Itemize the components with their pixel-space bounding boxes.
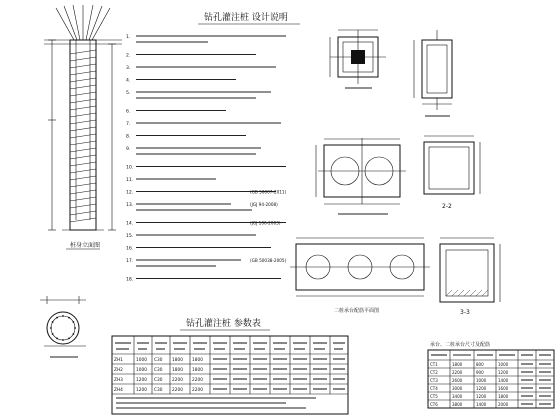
cap-table-cell: 1400 <box>476 402 487 407</box>
table-cell: ZH3 <box>114 378 123 383</box>
table-cell: C30 <box>154 388 163 393</box>
note-number: 6. <box>126 109 131 115</box>
table-cell: 2200 <box>172 378 183 383</box>
spec-ref: (GB 50007-2011) <box>250 189 287 195</box>
spec-ref: (JGJ 94-2008) <box>250 202 278 207</box>
note-number: 5. <box>126 91 131 96</box>
cap-table-cell: CT3 <box>430 378 438 383</box>
table-cell: 1200 <box>136 388 147 393</box>
note-number: 14. <box>126 221 134 227</box>
cap-table-cell: 3400 <box>452 394 463 399</box>
note-number: 11. <box>126 178 134 183</box>
plan-square <box>330 30 386 88</box>
cap-table-cell: CT1 <box>430 362 438 367</box>
section-3-3 <box>440 238 500 316</box>
table-cell: 2200 <box>172 388 183 393</box>
cap-table-title: 承台、二桩承台尺寸及配筋 <box>430 342 491 348</box>
note-number: 18. <box>126 277 134 283</box>
note-number: 2. <box>126 53 131 59</box>
cap-table-cell: 1200 <box>476 386 487 391</box>
note-number: 3. <box>126 66 131 71</box>
note-number: 13. <box>126 203 134 208</box>
cap-table-cell: 1800 <box>498 394 509 399</box>
cap-table-cell: CT2 <box>430 370 438 375</box>
param-table-footnotes <box>116 398 316 408</box>
cap-table-cell: 3000 <box>452 386 463 391</box>
two-pile-cap-plan <box>316 138 406 214</box>
table-cell: 1000 <box>136 358 147 363</box>
cap-table-cell: 1200 <box>476 394 487 399</box>
param-table-title: 钻孔灌注桩 参数表 <box>186 319 261 329</box>
cap-table-cell: 900 <box>476 370 484 375</box>
section-detail-top-right <box>414 30 452 116</box>
note-number: 8. <box>126 134 131 140</box>
table-cell: 1800 <box>172 358 183 363</box>
cap-plan-label: 二桩承台配筋平面图 <box>334 308 380 314</box>
cap-table-cell: 2600 <box>452 378 463 383</box>
cap-table-cell: 2000 <box>498 402 509 407</box>
note-number: 7. <box>126 122 131 127</box>
note-number: 4. <box>126 78 131 84</box>
table-cell: 1800 <box>172 368 183 373</box>
cap-table-area <box>428 341 554 408</box>
table-cell: ZH4 <box>114 388 123 393</box>
note-number: 12. <box>126 190 134 196</box>
pile-elevation-drawing <box>44 5 122 249</box>
note-number: 1. <box>126 35 131 40</box>
section-2-2 <box>424 136 480 210</box>
pile-shaft <box>70 40 96 230</box>
table-cell: C30 <box>154 358 163 363</box>
note-number: 17. <box>126 259 134 264</box>
table-cell: C30 <box>154 368 163 373</box>
cap-table-cell: 1000 <box>476 378 487 383</box>
cap-table-cell: 2200 <box>452 370 463 375</box>
table-cell: 1800 <box>192 358 203 363</box>
design-notes <box>126 11 300 283</box>
spec-ref: (JGJ 106-2003) <box>250 220 281 226</box>
multi-pile-cap-plan <box>290 238 430 314</box>
cap-table-cell: 800 <box>476 362 484 367</box>
table-cell: 1200 <box>136 378 147 383</box>
note-number: 9. <box>126 147 131 152</box>
cap-table-cell: CT6 <box>430 402 438 407</box>
cap-table-cell: 1000 <box>498 362 509 367</box>
param-table-area <box>112 317 348 414</box>
section-views <box>290 30 500 316</box>
spiral-stirrups <box>70 50 96 222</box>
cap-table-cell: 1400 <box>498 378 509 383</box>
table-cell: C30 <box>154 378 163 383</box>
cap-table-cell: CT4 <box>430 386 438 391</box>
cap-table-cell: 1200 <box>498 370 509 375</box>
cap-table-cell: CT5 <box>430 394 438 399</box>
pile-section-circle <box>40 296 86 357</box>
table-cell: ZH2 <box>114 368 123 373</box>
section-3-label: 3-3 <box>460 309 470 316</box>
table-cell: 2200 <box>192 388 203 393</box>
cap-table-cell: 3800 <box>452 402 463 407</box>
notes-title: 钻孔灌注桩 设计说明 <box>204 13 288 23</box>
table-cell: 1800 <box>192 368 203 373</box>
note-number: 15. <box>126 234 134 239</box>
cap-table <box>428 350 554 408</box>
note-number: 16. <box>126 246 134 252</box>
section-2-label: 2-2 <box>442 203 452 210</box>
pile-elevation-label: 桩身立面图 <box>70 242 101 249</box>
cap-table-cell: 1600 <box>498 386 509 391</box>
table-cell: 1000 <box>136 368 147 373</box>
anchor-bars <box>56 5 110 40</box>
table-cell: 2200 <box>192 378 203 383</box>
note-number: 10. <box>126 165 134 171</box>
param-table <box>112 336 348 414</box>
spec-ref: (GB 50038-2005) <box>250 258 287 263</box>
cap-table-cell: 1800 <box>452 362 463 367</box>
table-cell: ZH1 <box>114 358 123 363</box>
